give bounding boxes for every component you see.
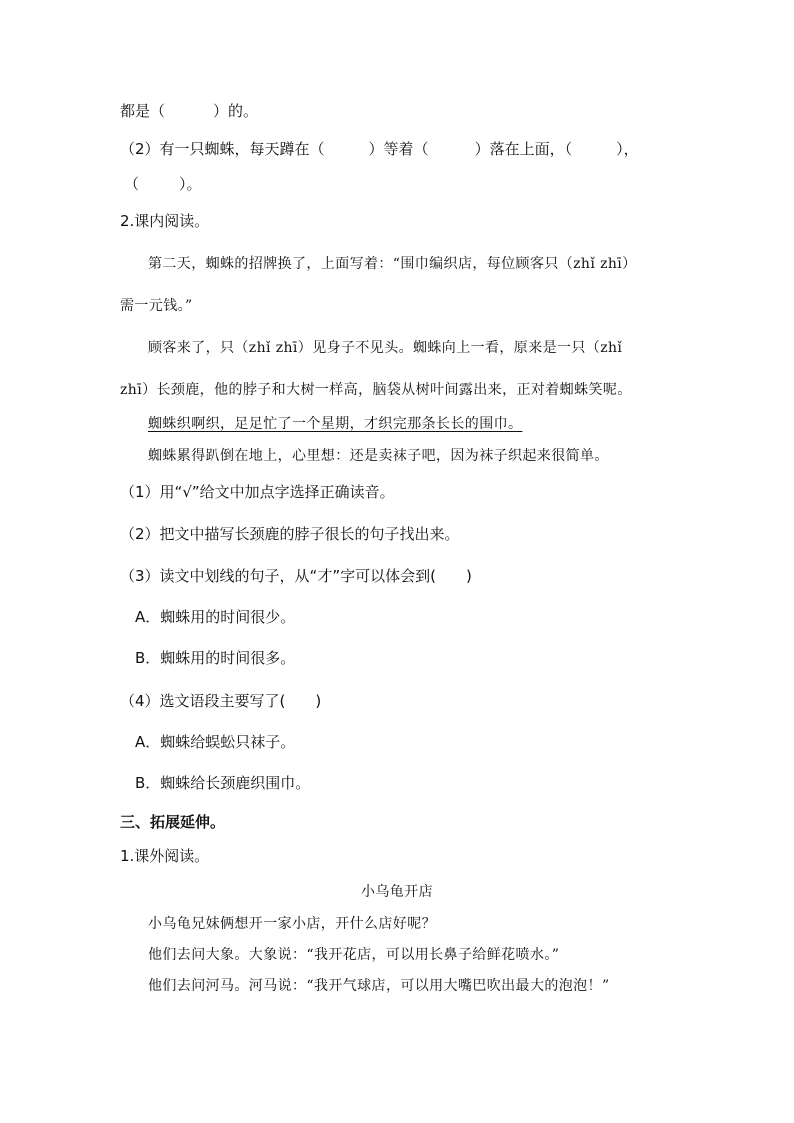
question-2: （2）把文中描写长颈鹿的脖子很长的句子找出来。 bbox=[120, 525, 460, 543]
passage-line: 需一元钱。” bbox=[120, 298, 193, 314]
story-line: 他们去问河马。河马说：“我开气球店，可以用大嘴巴吹出最大的泡泡！” bbox=[148, 978, 610, 994]
question-4: （4）选文语段主要写了( ) bbox=[120, 692, 322, 710]
story-line: 小乌龟兄妹俩想开一家小店，开什么店好呢？ bbox=[148, 916, 436, 932]
passage-line: 第二天，蜘蛛的招牌换了，上面写着：“围巾编织店，每位顾客只（zhǐ zhī） bbox=[148, 256, 637, 272]
fill-line-3: （ ）。 bbox=[124, 175, 202, 193]
underlined-sentence: 蜘蛛织啊织，足足忙了一个星期，才织完那条长长的围巾。 bbox=[148, 416, 523, 432]
question-3: （3）读文中划线的句子，从“才”字可以体会到( ) bbox=[120, 567, 472, 585]
option-a: A．蜘蛛给蜈蚣只袜子。 bbox=[135, 733, 296, 751]
option-b: B．蜘蛛用的时间很多。 bbox=[135, 649, 296, 667]
passage-line: 顾客来了，只（zhǐ zhī）见身子不见头。蜘蛛向上一看，原来是一只（zhǐ bbox=[148, 340, 623, 356]
question-1: （1）用“√”给文中加点字选择正确读音。 bbox=[120, 483, 395, 501]
option-b: B．蜘蛛给长颈鹿织围巾。 bbox=[135, 774, 311, 792]
fill-line-1: 都是（ ）的。 bbox=[120, 102, 259, 120]
section-heading-reading-in-class: 2.课内阅读。 bbox=[120, 212, 210, 230]
passage-line: zhī）长颈鹿，他的脖子和大树一样高，脑袋从树叶间露出来，正对着蜘蛛笑呢。 bbox=[120, 382, 632, 398]
subheading-extracurricular-reading: 1.课外阅读。 bbox=[120, 847, 210, 865]
fill-line-2: （2）有一只蜘蛛，每天蹲在（ ）等着（ ）落在上面，（ ）， bbox=[120, 140, 639, 158]
story-title: 小乌龟开店 bbox=[361, 884, 433, 900]
section-heading-extension: 三、拓展延伸。 bbox=[120, 813, 226, 831]
option-a: A．蜘蛛用的时间很少。 bbox=[135, 608, 296, 626]
passage-line: 蜘蛛累得趴倒在地上，心里想：还是卖袜子吧，因为袜子织起来很简单。 bbox=[148, 448, 609, 464]
story-line: 他们去问大象。大象说：“我开花店，可以用长鼻子给鲜花喷水。” bbox=[148, 947, 560, 963]
